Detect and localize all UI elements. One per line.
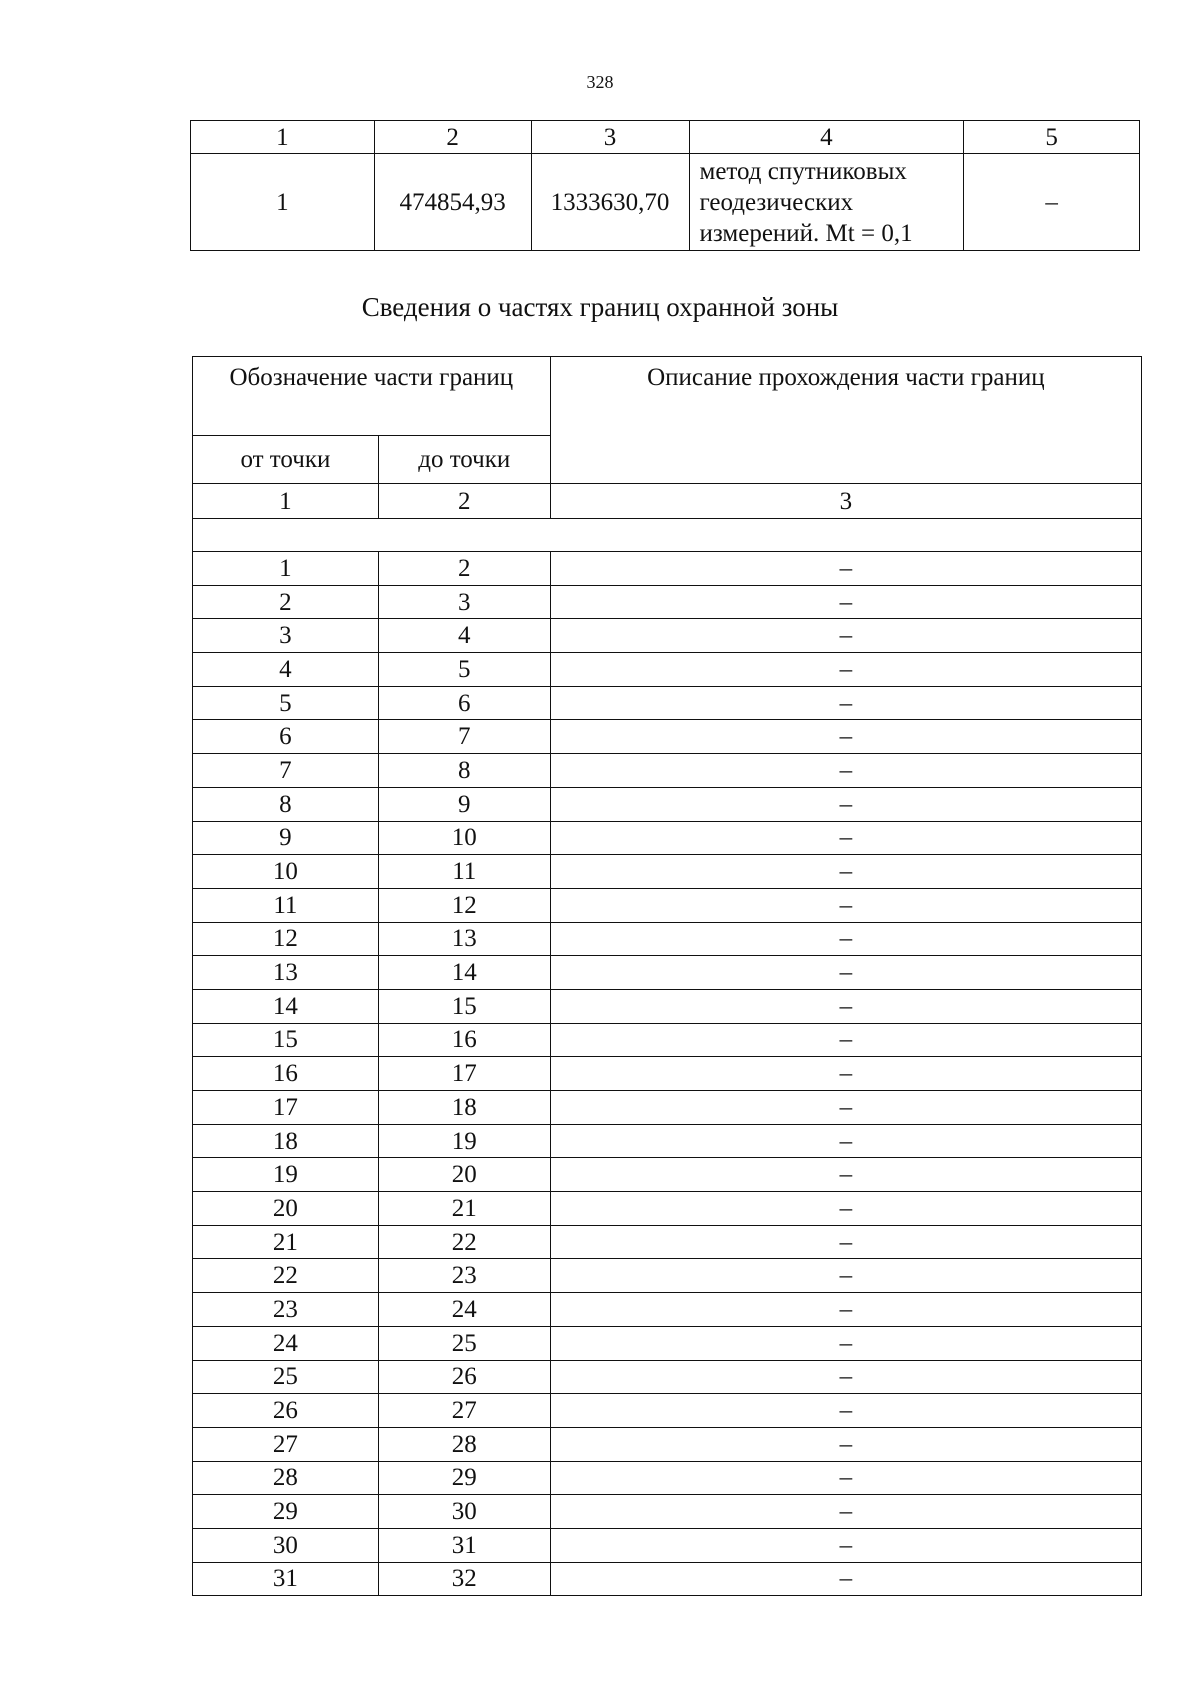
coordinates-table — [190, 120, 1140, 251]
part-description: – — [550, 1259, 1141, 1293]
method-line: метод спутниковых — [699, 157, 907, 185]
column-number: 2 — [374, 121, 531, 154]
to-point: 24 — [378, 1293, 550, 1327]
empty-row — [193, 519, 1142, 552]
table-row — [193, 888, 1142, 922]
table-row — [193, 956, 1142, 990]
to-point: 14 — [378, 956, 550, 990]
part-description: – — [550, 585, 1141, 619]
column-numbers-row — [193, 484, 1142, 519]
header-description: Описание прохождения части границ — [550, 357, 1141, 484]
from-point: 5 — [193, 686, 379, 720]
table-row — [193, 1057, 1142, 1091]
to-point: 31 — [378, 1528, 550, 1562]
to-point: 2 — [378, 552, 550, 586]
from-point: 31 — [193, 1562, 379, 1596]
part-description: – — [550, 1023, 1141, 1057]
column-number: 4 — [689, 121, 964, 154]
from-point: 26 — [193, 1394, 379, 1428]
from-point: 13 — [193, 956, 379, 990]
part-description: – — [550, 1562, 1141, 1596]
part-description: – — [550, 1360, 1141, 1394]
table-row — [193, 1293, 1142, 1327]
part-description: – — [550, 956, 1141, 990]
part-description: – — [550, 787, 1141, 821]
part-description: – — [550, 1225, 1141, 1259]
from-point: 15 — [193, 1023, 379, 1057]
from-point: 16 — [193, 1057, 379, 1091]
to-point: 11 — [378, 855, 550, 889]
to-point: 25 — [378, 1326, 550, 1360]
table-row — [193, 1495, 1142, 1529]
from-point: 22 — [193, 1259, 379, 1293]
part-description: – — [550, 855, 1141, 889]
from-point: 27 — [193, 1427, 379, 1461]
from-point: 10 — [193, 855, 379, 889]
table-row — [193, 821, 1142, 855]
part-description: – — [550, 1091, 1141, 1125]
from-point: 25 — [193, 1360, 379, 1394]
from-point: 1 — [193, 552, 379, 586]
method-line: геодезических — [699, 188, 854, 216]
table-row — [193, 1023, 1142, 1057]
part-description: – — [550, 1528, 1141, 1562]
column-number: 1 — [191, 121, 375, 154]
to-point: 12 — [378, 888, 550, 922]
from-point: 28 — [193, 1461, 379, 1495]
to-point: 23 — [378, 1259, 550, 1293]
part-description: – — [550, 1124, 1141, 1158]
from-point: 4 — [193, 653, 379, 687]
method-line: измерений. Mt = 0,1 — [699, 219, 913, 247]
column-number: 3 — [531, 121, 689, 154]
from-point: 12 — [193, 922, 379, 956]
table-row — [193, 1124, 1142, 1158]
table-row — [193, 922, 1142, 956]
from-point: 2 — [193, 585, 379, 619]
from-point: 20 — [193, 1192, 379, 1226]
part-description: – — [550, 1192, 1141, 1226]
table-row — [193, 720, 1142, 754]
table-row — [193, 1427, 1142, 1461]
from-point: 9 — [193, 821, 379, 855]
to-point: 7 — [378, 720, 550, 754]
from-point: 18 — [193, 1124, 379, 1158]
from-point: 11 — [193, 888, 379, 922]
part-description: – — [550, 1461, 1141, 1495]
from-point: 14 — [193, 989, 379, 1023]
point-number: 1 — [191, 154, 375, 251]
part-description: – — [550, 888, 1141, 922]
table-row — [193, 787, 1142, 821]
table-row — [193, 1225, 1142, 1259]
to-point: 10 — [378, 821, 550, 855]
to-point: 3 — [378, 585, 550, 619]
part-description: – — [550, 821, 1141, 855]
table-row — [193, 1158, 1142, 1192]
table-row — [193, 653, 1142, 687]
table-row — [193, 585, 1142, 619]
table-row — [193, 1326, 1142, 1360]
from-point: 6 — [193, 720, 379, 754]
table-row — [193, 1461, 1142, 1495]
to-point: 4 — [378, 619, 550, 653]
part-description: – — [550, 1293, 1141, 1327]
part-description: – — [550, 1158, 1141, 1192]
table-row — [193, 1562, 1142, 1596]
column-number: 2 — [378, 484, 550, 519]
table-row — [193, 552, 1142, 586]
to-point: 27 — [378, 1394, 550, 1428]
header-from-point: от точки — [193, 436, 379, 484]
to-point: 30 — [378, 1495, 550, 1529]
to-point: 18 — [378, 1091, 550, 1125]
from-point: 19 — [193, 1158, 379, 1192]
table-row — [193, 1394, 1142, 1428]
column-number: 3 — [550, 484, 1141, 519]
table-row — [193, 686, 1142, 720]
to-point: 9 — [378, 787, 550, 821]
section-title: Сведения о частях границ охранной зоны — [361, 292, 839, 322]
to-point: 8 — [378, 754, 550, 788]
to-point: 22 — [378, 1225, 550, 1259]
to-point: 32 — [378, 1562, 550, 1596]
from-point: 7 — [193, 754, 379, 788]
to-point: 28 — [378, 1427, 550, 1461]
coordinates-row — [191, 154, 1140, 251]
part-description: – — [550, 653, 1141, 687]
from-point: 23 — [193, 1293, 379, 1327]
from-point: 21 — [193, 1225, 379, 1259]
to-point: 26 — [378, 1360, 550, 1394]
page-number: 328 — [586, 72, 614, 92]
table-row — [193, 1192, 1142, 1226]
from-point: 8 — [193, 787, 379, 821]
from-point: 3 — [193, 619, 379, 653]
table-row — [193, 989, 1142, 1023]
table-row — [193, 1259, 1142, 1293]
point-description: – — [964, 154, 1140, 251]
part-description: – — [550, 1057, 1141, 1091]
table-row — [193, 1091, 1142, 1125]
header-designation: Обозначение части границ — [193, 357, 551, 436]
parts-header-row — [193, 357, 1142, 436]
to-point: 16 — [378, 1023, 550, 1057]
table-row — [193, 1360, 1142, 1394]
part-description: – — [550, 989, 1141, 1023]
column-number: 5 — [964, 121, 1140, 154]
part-description: – — [550, 922, 1141, 956]
from-point: 24 — [193, 1326, 379, 1360]
to-point: 5 — [378, 653, 550, 687]
to-point: 20 — [378, 1158, 550, 1192]
table-row — [193, 1528, 1142, 1562]
to-point: 17 — [378, 1057, 550, 1091]
table-row — [193, 754, 1142, 788]
coordinate-y: 1333630,70 — [531, 154, 689, 251]
to-point: 6 — [378, 686, 550, 720]
part-description: – — [550, 686, 1141, 720]
header-to-point: до точки — [378, 436, 550, 484]
part-description: – — [550, 1427, 1141, 1461]
parts-rows — [193, 552, 1142, 1596]
from-point: 29 — [193, 1495, 379, 1529]
to-point: 15 — [378, 989, 550, 1023]
boundary-parts-table — [192, 356, 1142, 1596]
coordinates-header-row — [191, 121, 1140, 154]
measurement-method — [689, 154, 964, 251]
to-point: 29 — [378, 1461, 550, 1495]
to-point: 13 — [378, 922, 550, 956]
column-number: 1 — [193, 484, 379, 519]
part-description: – — [550, 1326, 1141, 1360]
part-description: – — [550, 552, 1141, 586]
part-description: – — [550, 1394, 1141, 1428]
from-point: 17 — [193, 1091, 379, 1125]
empty-cell — [193, 519, 1142, 552]
part-description: – — [550, 619, 1141, 653]
part-description: – — [550, 754, 1141, 788]
part-description: – — [550, 1495, 1141, 1529]
from-point: 30 — [193, 1528, 379, 1562]
table-row — [193, 619, 1142, 653]
to-point: 19 — [378, 1124, 550, 1158]
part-description: – — [550, 720, 1141, 754]
table-row — [193, 855, 1142, 889]
coordinate-x: 474854,93 — [374, 154, 531, 251]
to-point: 21 — [378, 1192, 550, 1226]
